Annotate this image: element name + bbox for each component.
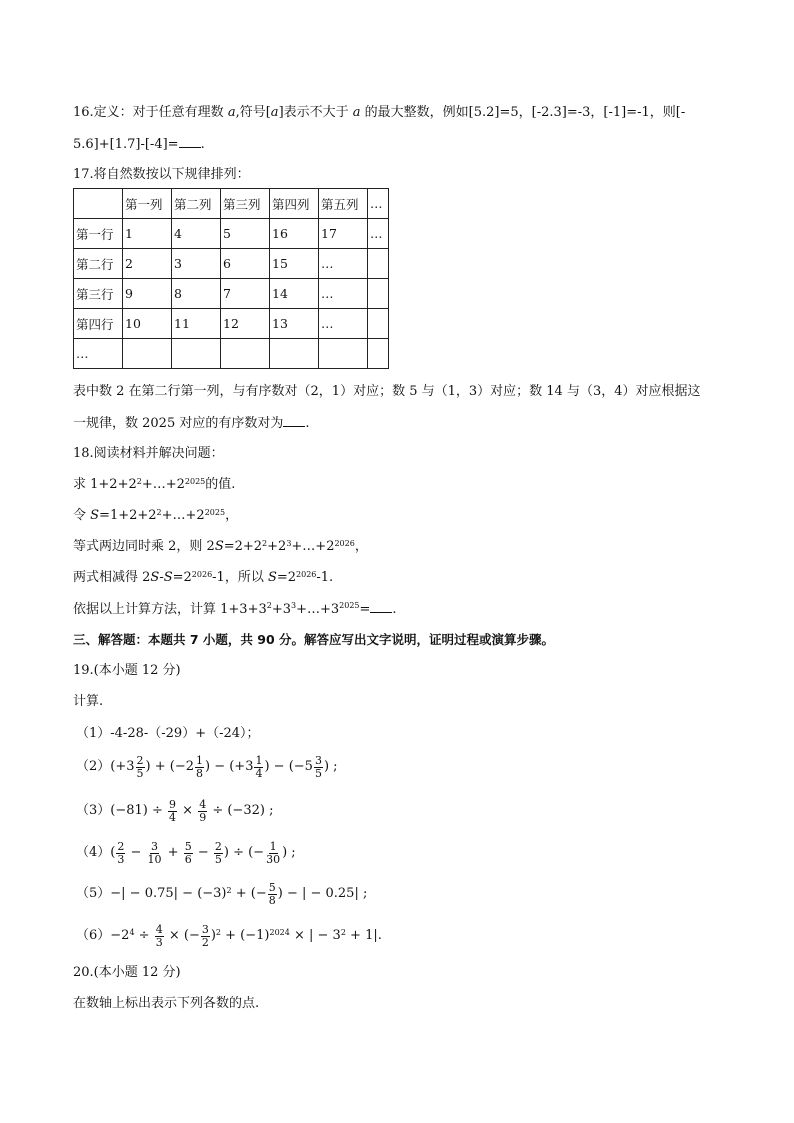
- table-row: [74, 189, 389, 219]
- q20-subtitle: 在数轴上标出表示下列各数的点.: [73, 996, 260, 1011]
- table-cell: …: [368, 219, 389, 249]
- table-cell: …: [319, 249, 368, 279]
- table-row: [74, 339, 389, 369]
- q16-line2: [73, 135, 205, 154]
- section3-instructions: 本题共 7 小题，共 90 分。解答应写出文字说明，证明过程或演算步骤。: [148, 632, 555, 647]
- table-cell: …: [319, 279, 368, 309]
- table-cell: [368, 249, 389, 279]
- table-cell: 3: [172, 249, 221, 279]
- table-cell: …: [319, 309, 368, 339]
- table-cell: [74, 189, 123, 219]
- q16-period: .: [200, 137, 205, 152]
- q19-part5: [76, 879, 367, 909]
- q19-part4-label: （4）: [76, 845, 111, 860]
- q16-text-c: ]表示不大于: [278, 105, 353, 120]
- table-cell: [221, 339, 270, 369]
- q19-part1: （1）-4-28-（-29）+（-24）；: [76, 726, 260, 741]
- table-cell: 7: [221, 279, 270, 309]
- q19-subtitle: 计算.: [73, 694, 104, 709]
- table-cell: 第二列: [172, 189, 221, 219]
- table-row: [74, 279, 389, 309]
- table-cell: 9: [123, 279, 172, 309]
- q16-line1: [73, 104, 685, 122]
- table-cell: 4: [172, 219, 221, 249]
- table-cell: …: [74, 339, 123, 369]
- q18-line5: 依据以上计算方法，计算 $1+3+3^2+3^3+\dots+3^{2025}=$ .: [73, 601, 397, 617]
- table-cell: [123, 339, 172, 369]
- q17-explanation-line2: [73, 414, 310, 433]
- q18-title: 18.阅读材料并解决问题：: [73, 446, 224, 461]
- table-cell: 14: [270, 279, 319, 309]
- q19-part3-label: （3）: [76, 803, 111, 818]
- table-cell: [368, 339, 389, 369]
- q19-part3-expression: (−81) ÷ $\frac{9}{4}$ × $\frac{4}{9}$ ÷ (−32) ;: [110, 797, 274, 824]
- table-cell: [172, 339, 221, 369]
- table-cell: [270, 339, 319, 369]
- q16-var-a3: a: [352, 105, 361, 120]
- q18-line1: 求 $1+2+2^2+\dots+2^{2025}$的值.: [73, 477, 236, 492]
- table-cell: 12: [221, 309, 270, 339]
- q19-part2-expression: (+3 $\frac{2}{5}$ ) + (−2 $\frac{1}{8}$ ) − (+3 $\frac{1}{4}$ ) − (−5 $\frac{3}{5}$ ) ;: [110, 753, 338, 780]
- table-cell: 第二行: [74, 249, 123, 279]
- table-cell: 13: [270, 309, 319, 339]
- q16-expression: 5.6]+[1.7]-[-4]=: [73, 137, 179, 152]
- table-cell: 第一行: [74, 219, 123, 249]
- q19-title: 19.(本小题 12 分): [73, 663, 181, 678]
- q16-var-a: a: [227, 105, 236, 120]
- table-cell: 17: [319, 219, 368, 249]
- q17-explanation-line1: 表中数 2 在第二行第一列，与有序数对（2，1）对应；数 5 与（1，3）对应；数 14 与（3，4）对应根据这: [73, 384, 701, 399]
- table-cell: 8: [172, 279, 221, 309]
- table-cell: 2: [123, 249, 172, 279]
- q19-part2: [76, 752, 338, 782]
- q19-part6-label: （6）: [76, 928, 111, 943]
- table-cell: [368, 279, 389, 309]
- table-cell: 5: [221, 219, 270, 249]
- q19-part3: [76, 796, 273, 826]
- table-cell: 6: [221, 249, 270, 279]
- q16-answer-blank: [179, 135, 201, 148]
- q18-answer-blank: [370, 600, 392, 613]
- q18-line2: 令 $S=1+2+2^2+\dots+2^{2025}$，: [73, 508, 239, 523]
- q19-part5-expression: −| − 0.75| − (−3) $^2$ + (− $\frac{5}{8}$ ) − | − 0.25| ;: [110, 880, 368, 907]
- table-row: [74, 309, 389, 339]
- table-cell: 第三列: [221, 189, 270, 219]
- q19-part6-expression: −2 $^4$ ÷ $\frac{4}{3}$ × (− $\frac{3}{2}$ ) $^2$ + (−1) $^{2024}$ × | − 3 $^2$ + 1|.: [110, 922, 382, 949]
- table-cell: [319, 339, 368, 369]
- q16-var-a2: a: [270, 105, 279, 120]
- q19-part4: [76, 838, 296, 868]
- q19-part5-label: （5）: [76, 886, 111, 901]
- table-row: [74, 249, 389, 279]
- q19-part4-expression: ( $\frac{2}{3}$ − $\frac{3}{10}$ + $\frac{5}{6}$ − $\frac{2}{5}$ ) ÷ (− $\frac{1}{30}$ ) ;: [110, 839, 296, 866]
- q16-text-a: 16.定义：对于任意有理数: [73, 105, 228, 120]
- q18-line3: 等式两边同时乘 2，则 $2S=2+2^2+2^3+\dots+2^{2026}$，: [73, 539, 368, 554]
- table-cell: 15: [270, 249, 319, 279]
- table-cell: 1: [123, 219, 172, 249]
- q16-text-b: ,符号[: [235, 105, 271, 120]
- table-cell: 第一列: [123, 189, 172, 219]
- table-cell: [368, 309, 389, 339]
- q16-text-d: 的最大整数，例如[5.2]=5，[-2.3]=-3，[-1]=-1，则[-: [360, 105, 686, 120]
- table-cell: 第四行: [74, 309, 123, 339]
- q19-part6: [76, 921, 382, 951]
- table-row: [74, 219, 389, 249]
- q17-period: .: [305, 416, 310, 431]
- table-cell: 10: [123, 309, 172, 339]
- q20-title: 20.(本小题 12 分): [73, 965, 181, 980]
- q17-number-table: [73, 188, 389, 369]
- table-cell: 第三行: [74, 279, 123, 309]
- q17-intro: 17.将自然数按以下规律排列：: [73, 167, 250, 182]
- table-cell: 11: [172, 309, 221, 339]
- table-cell: 第五列: [319, 189, 368, 219]
- q19-part2-label: （2）: [76, 759, 111, 774]
- q17-answer-blank: [283, 414, 305, 427]
- q18-line4: 两式相减得 $2S-S=2^{2026}-1$，所以 $S=2^{2026}-1$.: [73, 570, 334, 585]
- q17-question: 一规律，数 2025 对应的有序数对为: [73, 416, 284, 431]
- section3-heading: [73, 631, 554, 649]
- table-cell: …: [368, 189, 389, 219]
- table-cell: 16: [270, 219, 319, 249]
- table-cell: 第四列: [270, 189, 319, 219]
- section3-label: 三、解答题：: [73, 632, 149, 647]
